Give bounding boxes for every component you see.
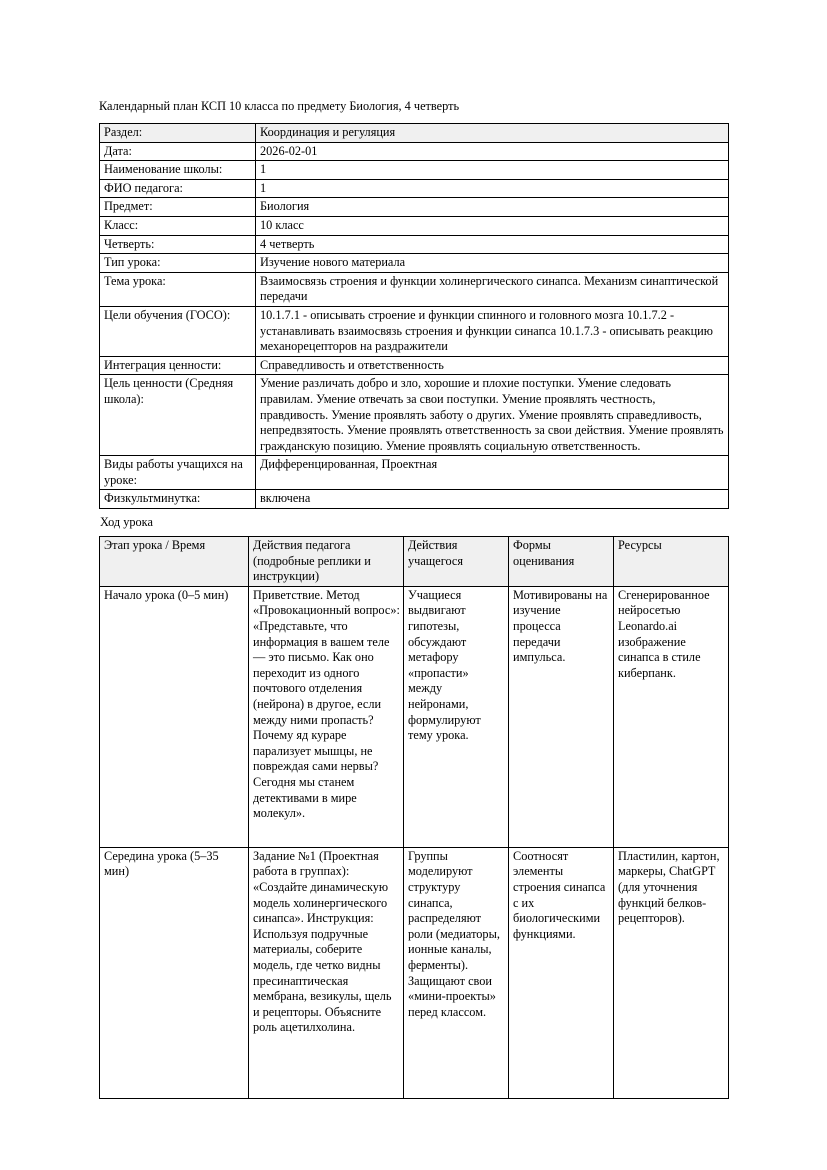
cell-assessment: Соотносят элементы строения синапса с их биологическими функциями. bbox=[509, 847, 614, 1098]
info-value: Биология bbox=[256, 198, 729, 217]
info-label: Виды работы учащихся на уроке: bbox=[100, 456, 256, 490]
cell-assessment: Мотивированы на изучение процесса передачи импульса. bbox=[509, 586, 614, 847]
table-row bbox=[100, 198, 729, 217]
info-value: Умение различать добро и зло, хорошие и плохие поступки. Умение следовать правилам. Умение отвечать за свои поступки. Умение проявлять честность, правдивость. Умение проявлять заботу о других. Умение проявлять справедливость, непредвзятость. Умение проявлять ответственность за свои действия. Умение проявлять гражданскую позицию. Умение проявлять социальную ответственность. bbox=[256, 375, 729, 456]
info-label: Цель ценности (Средняя школа): bbox=[100, 375, 256, 456]
info-label: Цели обучения (ГОСО): bbox=[100, 306, 256, 356]
table-row bbox=[100, 272, 729, 306]
info-label: Тема урока: bbox=[100, 272, 256, 306]
cell-resources: Пластилин, картон, маркеры, ChatGPT (для уточнения функций белков-рецепторов). bbox=[614, 847, 729, 1098]
info-value: Изучение нового материала bbox=[256, 254, 729, 273]
lesson-info-body bbox=[100, 124, 729, 509]
table-row bbox=[100, 179, 729, 198]
table-row bbox=[100, 235, 729, 254]
cell-student-actions: Группы моделируют структуру синапса, распределяют роли (медиаторы, ионные каналы, ферменты). Защищают свои «мини-проекты» перед классом. bbox=[404, 847, 509, 1098]
info-label: Интеграция ценности: bbox=[100, 356, 256, 375]
info-label: Четверть: bbox=[100, 235, 256, 254]
column-header-teacher-actions: Действия педагога (подробные реплики и инструкции) bbox=[249, 537, 404, 587]
column-header-stage: Этап урока / Время bbox=[100, 537, 249, 587]
table-row bbox=[100, 847, 729, 1098]
info-value: Координация и регуляция bbox=[256, 124, 729, 143]
table-row bbox=[100, 142, 729, 161]
info-value: Справедливость и ответственность bbox=[256, 356, 729, 375]
info-label: ФИО педагога: bbox=[100, 179, 256, 198]
table-row bbox=[100, 124, 729, 143]
table-row bbox=[100, 356, 729, 375]
cell-stage: Начало урока (0–5 мин) bbox=[100, 586, 249, 847]
info-label: Дата: bbox=[100, 142, 256, 161]
info-value: 4 четверть bbox=[256, 235, 729, 254]
column-header-student-actions: Действия учащегося bbox=[404, 537, 509, 587]
info-value: включена bbox=[256, 490, 729, 509]
info-label: Физкультминутка: bbox=[100, 490, 256, 509]
info-value: Взаимосвязь строения и функции холинергического синапса. Механизм синаптической передачи bbox=[256, 272, 729, 306]
section-heading-lesson-flow: Ход урока bbox=[100, 515, 153, 530]
info-value: 10 класс bbox=[256, 216, 729, 235]
table-row bbox=[100, 490, 729, 509]
info-value: 2026-02-01 bbox=[256, 142, 729, 161]
info-label: Класс: bbox=[100, 216, 256, 235]
column-header-resources: Ресурсы bbox=[614, 537, 729, 587]
info-value: Дифференцированная, Проектная bbox=[256, 456, 729, 490]
info-value: 10.1.7.1 - описывать строение и функции спинного и головного мозга 10.1.7.2 - устанавливать взаимосвязь строения и функции синапса 10.1.7.3 - описывать реакцию механорецепторов на раздражители bbox=[256, 306, 729, 356]
cell-stage: Середина урока (5–35 мин) bbox=[100, 847, 249, 1098]
table-row bbox=[100, 306, 729, 356]
document-content bbox=[99, 98, 728, 1099]
info-value: 1 bbox=[256, 179, 729, 198]
table-row bbox=[100, 456, 729, 490]
info-value: 1 bbox=[256, 161, 729, 180]
table-row bbox=[100, 586, 729, 847]
info-label: Тип урока: bbox=[100, 254, 256, 273]
table-header-row bbox=[100, 537, 729, 587]
lesson-flow-body bbox=[100, 586, 729, 1098]
table-row bbox=[100, 254, 729, 273]
cell-teacher-actions: Задание №1 (Проектная работа в группах): «Создайте динамическую модель холинергического синапса». Инструкция: Используя подручные материалы, соберите модель, где четко видны пресинаптическая мембрана, везикулы, щель и рецепторы. Объясните роль ацетилхолина. bbox=[249, 847, 404, 1098]
table-row bbox=[100, 375, 729, 456]
table-row bbox=[100, 216, 729, 235]
info-label: Наименование школы: bbox=[100, 161, 256, 180]
info-label: Раздел: bbox=[100, 124, 256, 143]
cell-student-actions: Учащиеся выдвигают гипотезы, обсуждают метафору «пропасти» между нейронами, формулируют тему урока. bbox=[404, 586, 509, 847]
page-title: Календарный план КСП 10 класса по предмету Биология, 4 четверть bbox=[99, 99, 460, 113]
table-row bbox=[100, 161, 729, 180]
lesson-flow-table bbox=[99, 536, 729, 1099]
cell-resources: Сгенерированное нейросетью Leonardo.ai изображение синапса в стиле киберпанк. bbox=[614, 586, 729, 847]
lesson-flow-head bbox=[100, 537, 729, 587]
info-label: Предмет: bbox=[100, 198, 256, 217]
cell-teacher-actions: Приветствие. Метод «Провокационный вопрос»: «Представьте, что информация в вашем теле — это письмо. Как оно переходит из одного почтового отделения (нейрона) в другое, если между ними пропасть? Почему яд кураре парализует мышцы, не повреждая сами нервы? Сегодня мы станем детективами в мире молекул». bbox=[249, 586, 404, 847]
column-header-assessment: Формы оценивания bbox=[509, 537, 614, 587]
lesson-info-table bbox=[99, 123, 729, 509]
